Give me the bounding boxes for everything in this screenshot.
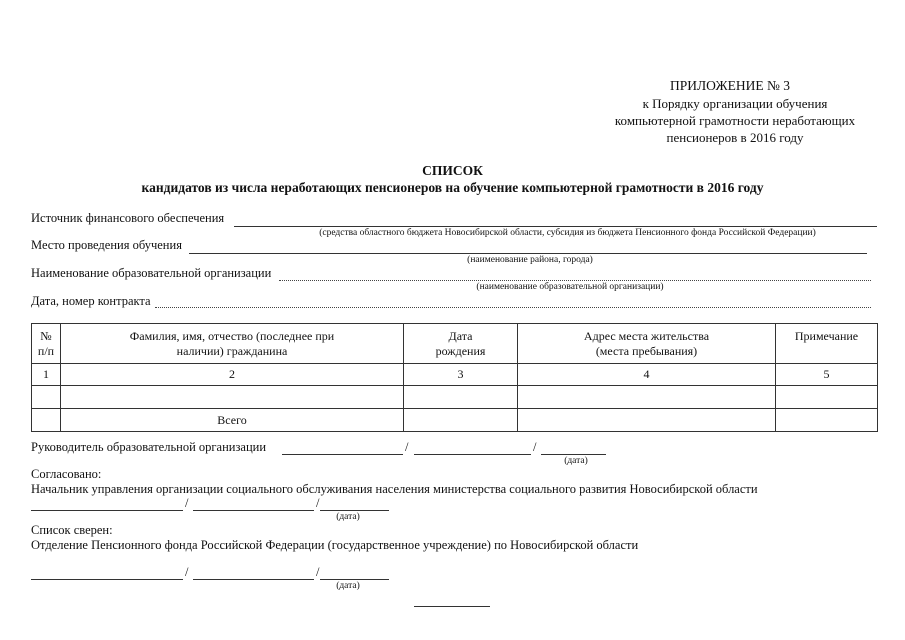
table-header-row	[32, 324, 878, 364]
head-date-field[interactable]	[541, 454, 606, 455]
funding-field[interactable]	[234, 226, 877, 227]
separator: /	[533, 440, 537, 454]
org-label: Наименование образовательной организации	[31, 266, 272, 280]
agreed-position: Начальник управления организации социального обслуживания населения министерства социального развития Новосибирской области	[31, 482, 758, 496]
date-hint: (дата)	[336, 581, 360, 591]
table-cell[interactable]	[404, 386, 518, 409]
header-address: Адрес места жительства (места пребывания)	[518, 324, 776, 364]
table-cell[interactable]	[404, 409, 518, 432]
index-cell: 5	[776, 364, 878, 386]
index-cell: 4	[518, 364, 776, 386]
appendix-line: к Порядку организации обучения	[642, 96, 828, 111]
place-label: Место проведения обучения	[31, 238, 182, 252]
separator: /	[185, 496, 189, 510]
table-total-row	[32, 409, 878, 432]
header-note: Примечание	[776, 324, 878, 364]
agreed-signature-field[interactable]	[31, 510, 183, 511]
table-cell[interactable]	[32, 386, 61, 409]
org-field[interactable]	[279, 280, 871, 281]
header-name: Фамилия, имя, отчество (последнее при наличии) гражданина	[61, 324, 404, 364]
head-signature-field[interactable]	[282, 454, 403, 455]
checked-date-field[interactable]	[320, 579, 389, 580]
contract-field[interactable]	[155, 307, 871, 308]
separator: /	[185, 565, 189, 579]
index-cell: 3	[404, 364, 518, 386]
agreed-name-field[interactable]	[193, 510, 314, 511]
funding-hint: (средства областного бюджета Новосибирской области, субсидия из бюджета Пенсионного фонда Российской Федерации)	[319, 228, 816, 238]
document-subtitle: кандидатов из числа неработающих пенсионеров на обучение компьютерной грамотности в 2016 году	[141, 180, 764, 195]
head-name-field[interactable]	[414, 454, 531, 455]
org-hint: (наименование образовательной организации)	[476, 282, 664, 292]
date-hint: (дата)	[564, 456, 588, 466]
head-label: Руководитель образовательной организации	[31, 440, 267, 454]
separator: /	[405, 440, 409, 454]
index-cell: 2	[61, 364, 404, 386]
appendix-title: ПРИЛОЖЕНИЕ № 3	[669, 78, 791, 93]
checked-signature-field[interactable]	[31, 579, 183, 580]
total-label: Всего	[61, 409, 404, 432]
separator: /	[316, 496, 320, 510]
date-hint: (дата)	[336, 512, 360, 522]
table-cell[interactable]	[776, 409, 878, 432]
table-row	[32, 386, 878, 409]
checked-name-field[interactable]	[193, 579, 314, 580]
table-index-row	[32, 364, 878, 386]
header-num: № п/п	[32, 324, 61, 364]
checked-label: Список сверен:	[31, 523, 113, 537]
separator: /	[316, 565, 320, 579]
checked-org: Отделение Пенсионного фонда Российской Федерации (государственное учреждение) по Новосибирской области	[31, 538, 639, 552]
agreed-label: Согласовано:	[31, 467, 102, 481]
funding-label: Источник финансового обеспечения	[31, 211, 225, 225]
contract-label: Дата, номер контракта	[31, 294, 151, 308]
place-field[interactable]	[189, 253, 867, 254]
appendix-line: пенсионеров в 2016 году	[666, 130, 804, 145]
table-cell[interactable]	[518, 409, 776, 432]
table-cell[interactable]	[61, 386, 404, 409]
header-birth: Дата рождения	[404, 324, 518, 364]
index-cell: 1	[32, 364, 61, 386]
appendix-line: компьютерной грамотности неработающих	[614, 113, 856, 128]
candidates-table	[31, 323, 878, 432]
footer-divider	[414, 606, 490, 607]
document-title: СПИСОК	[422, 163, 483, 178]
place-hint: (наименование района, города)	[467, 255, 593, 265]
agreed-date-field[interactable]	[320, 510, 389, 511]
table-cell[interactable]	[32, 409, 61, 432]
table-cell[interactable]	[776, 386, 878, 409]
table-cell[interactable]	[518, 386, 776, 409]
